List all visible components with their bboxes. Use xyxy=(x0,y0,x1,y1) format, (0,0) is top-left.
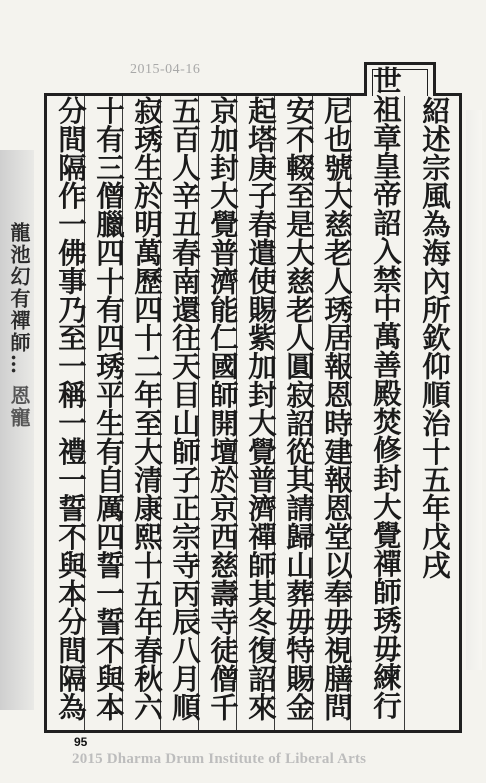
institution-watermark: 2015 Dharma Drum Institute of Liberal Arts xyxy=(72,751,367,767)
text-column-8: 寂琇生於明萬歷四十二年至大清康熙十五年春秋六 xyxy=(130,96,164,721)
spine-title xyxy=(8,222,30,429)
text-column-5: 起塔庚子春遣使賜紫加封大覺普濟禪師其冬復詔來 xyxy=(244,96,278,721)
page-number: 95 xyxy=(74,735,88,749)
text-column-2: 世祖章皇帝詔入禁中萬善殿焚修封大覺禪師琇毋練行 xyxy=(369,66,403,720)
text-column-1: 紹述宗風為海內所欽仰順治十五年戊戌 xyxy=(418,96,452,579)
facing-page-edge xyxy=(466,110,482,670)
text-column-4: 安不輟至是大慈老人圓寂詔從其請歸山葬毋特賜金 xyxy=(282,96,316,721)
column-rule xyxy=(404,96,405,730)
spine-section-text: 恩寵 xyxy=(7,384,31,429)
scan-date-stamp: 2015-04-16 xyxy=(130,62,201,77)
text-column-6: 京加封大覺普濟能仁國師開壇於京西慈壽寺徒僧千 xyxy=(206,96,240,721)
text-column-7: 五百人辛丑春南還往天目山師子正宗寺丙辰八月順 xyxy=(168,96,202,721)
spine-title-text: 龍池幻有禪師… xyxy=(7,222,31,376)
text-column-9: 十有三僧臘四十有四琇平生有自厲四誓一誓不與本 xyxy=(92,96,126,721)
text-column-10: 分間隔作一佛事乃至一稱一禮一誓不與本分間隔為 xyxy=(54,96,88,721)
text-column-3: 尼也號大慈老人琇居報恩時建報恩堂以奉毋視膳問 xyxy=(320,96,354,721)
